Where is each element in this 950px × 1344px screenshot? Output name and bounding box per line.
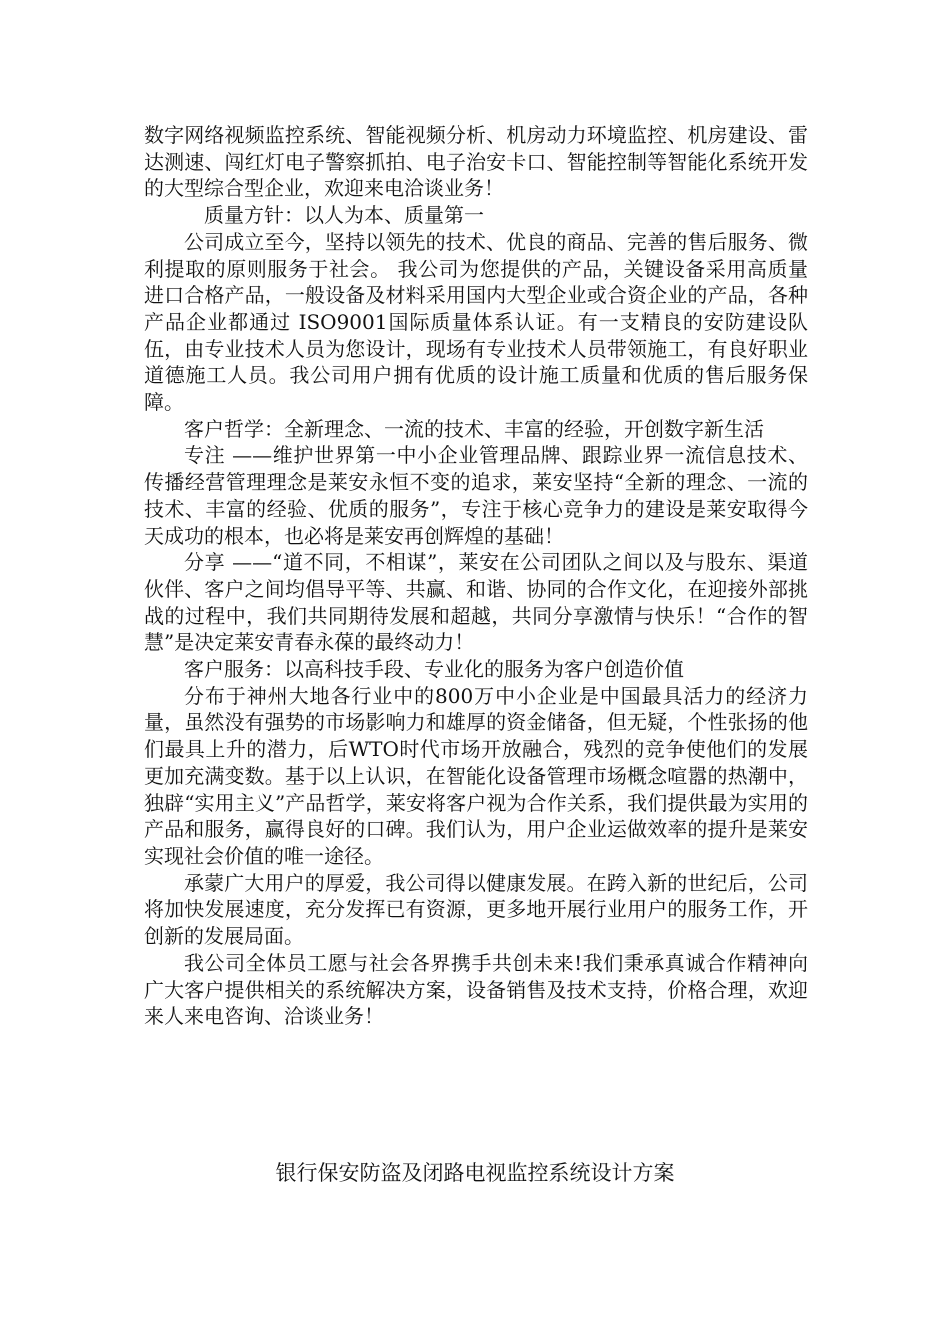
paragraph-market: 分布于神州大地各行业中的800万中小企业是中国最具活力的经济力量，虽然没有强势的市场影响力和雄厚的资金储备，但无疑，个性张扬的他们最具上升的潜力，后WTO时代市场开放融合，残烈的竞争使他们的发展更加充满变数。基于以上认识，在智能化设备管理市场概念喧嚣的热潮中，独辟“实用主义”产品哲学，莱安将客户视为合作关系，我们提供最为实用的产品和服务，赢得良好的口碑。我们认为，用户企业运做效率的提升是莱安实现社会价值的唯一途径。 [144,683,808,868]
paragraph-quality-policy: 质量方针：以人为本、质量第一 [204,203,484,228]
body-text [144,122,808,1030]
section-title: 银行保安防盗及闭路电视监控系统设计方案 [275,1161,675,1185]
paragraph-share: 分享 ——“道不同，不相谋”，莱安在公司团队之间以及与股东、渠道伙伴、客户之间均倡导平等、共赢、和谐、协同的合作文化，在迎接外部挑战的过程中，我们共同期待发展和超越，共同分享激情与快乐！“合作的智慧”是决定莱安青春永葆的最终动力！ [144,550,808,655]
paragraph-customer-service: 客户服务：以高科技手段、专业化的服务为客户创造价值 [184,657,684,682]
paragraph-company-service: 公司成立至今，坚持以领先的技术、优良的商品、完善的售后服务、微利提取的原则服务于社会。 我公司为您提供的产品，关键设备采用高质量进口合格产品，一般设备及材料采用国内大型企业或合资企业的产品，各种产品企业都通过 ISO9001国际质量体系认证。有一支精良的安防建设队伍，由专业技术人员为您设计，现场有专业技术人员带领施工，有良好职业道德施工人员。我公司用户拥有优质的设计施工质量和优质的售后服务保障。 [144,229,808,415]
paragraph-intro-continued: 数字网络视频监控系统、智能视频分析、机房动力环境监控、机房建设、雷达测速、闯红灯电子警察抓拍、电子治安卡口、智能控制等智能化系统开发的大型综合型企业，欢迎来电洽谈业务！ [144,123,808,201]
paragraph-development: 承蒙广大用户的厚爱，我公司得以健康发展。在跨入新的世纪后，公司将加快发展速度，充分发挥已有资源，更多地开展行业用户的服务工作，开创新的发展局面。 [144,870,808,949]
paragraph-focus: 专注 ——维护世界第一中小企业管理品牌、跟踪业界一流信息技术、传播经营管理理念是莱安永恒不变的追求，莱安坚持“全新的理念、一流的技术、丰富的经验、优质的服务”，专注于核心竞争力的建设是莱安取得今天成功的根本，也必将是莱安再创辉煌的基础！ [144,443,808,548]
paragraph-customer-philosophy: 客户哲学：全新理念、一流的技术、丰富的经验，开创数字新生活 [184,416,764,441]
paragraph-closing: 我公司全体员工愿与社会各界携手共创未来!我们秉承真诚合作精神向广大客户提供相关的系统解决方案，设备销售及技术支持，价格合理，欢迎来人来电咨询、洽谈业务！ [144,950,808,1029]
